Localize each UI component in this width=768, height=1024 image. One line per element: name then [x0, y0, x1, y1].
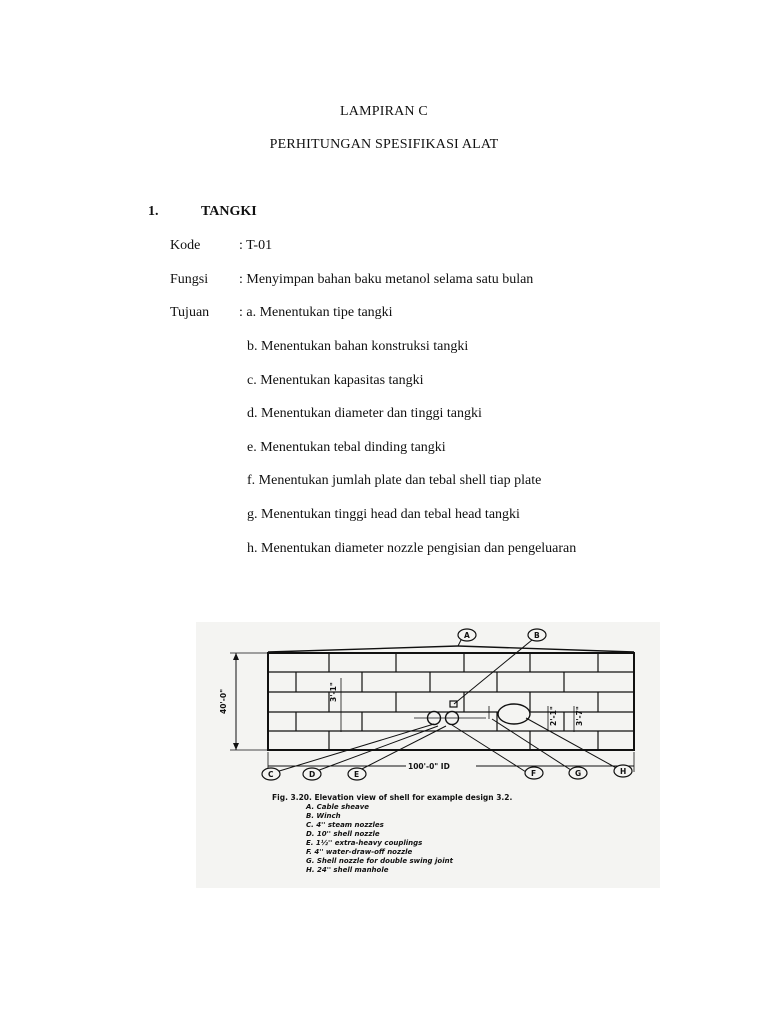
svg-text:D: D: [309, 770, 316, 779]
legend-item: H. 24'' shell manhole: [306, 866, 389, 874]
tujuan-label: Tujuan: [170, 305, 210, 320]
svg-text:B: B: [534, 631, 540, 640]
svg-text:2'-1": 2'-1": [549, 706, 558, 726]
manhole-shape: [498, 704, 530, 724]
tujuan-item: b. Menentukan bahan konstruksi tangki: [247, 339, 469, 354]
tujuan-item: c. Menentukan kapasitas tangki: [247, 373, 424, 388]
legend-item: C. 4'' steam nozzles: [306, 821, 384, 829]
legend-item: A. Cable sheave: [306, 803, 370, 811]
marker-e: [348, 768, 366, 780]
svg-text:E: E: [354, 770, 360, 779]
legend-item: G. Shell nozzle for double swing joint: [306, 857, 453, 865]
tank-drawing: [196, 622, 660, 888]
legend-item: B. Winch: [306, 812, 341, 820]
tujuan-item: f. Menentukan jumlah plate dan tebal shell tiap plate: [247, 473, 542, 488]
svg-text:C: C: [268, 770, 274, 779]
marker-b: [528, 629, 546, 641]
tank-elevation-figure: [196, 622, 660, 888]
height-dimension-label: 40'-0": [219, 689, 228, 714]
tujuan-item: e. Menentukan tebal dinding tangki: [247, 440, 446, 455]
fungsi-value: : Menyimpan bahan baku metanol selama satu bulan: [239, 272, 534, 287]
tujuan-item: : a. Menentukan tipe tangki: [239, 305, 393, 320]
tujuan-item: d. Menentukan diameter dan tinggi tangki: [247, 406, 482, 421]
appendix-title: LAMPIRAN C: [340, 104, 428, 119]
section-number: 1.: [148, 204, 159, 219]
kode-label: Kode: [170, 238, 201, 253]
figure-caption: Fig. 3.20. Elevation view of shell for example design 3.2.: [272, 793, 513, 802]
marker-a: [458, 629, 476, 641]
tujuan-item: h. Menentukan diameter nozzle pengisian dan pengeluaran: [247, 541, 577, 556]
legend-item: E. 1½'' extra-heavy couplings: [306, 839, 423, 847]
fungsi-label: Fungsi: [170, 272, 209, 287]
appendix-subtitle: PERHITUNGAN SPESIFIKASI ALAT: [269, 137, 499, 152]
svg-text:3'-7": 3'-7": [575, 706, 584, 726]
svg-text:A: A: [464, 631, 470, 640]
tujuan-item: g. Menentukan tinggi head dan tebal head tangki: [247, 507, 520, 522]
marker-f: [525, 767, 543, 779]
kode-value: : T-01: [239, 238, 273, 253]
legend-item: D. 10'' shell nozzle: [306, 830, 380, 838]
marker-h: [614, 765, 632, 777]
marker-d: [303, 768, 321, 780]
svg-text:3'-1": 3'-1": [329, 682, 338, 702]
svg-text:F: F: [531, 769, 537, 778]
marker-c: [262, 768, 280, 780]
marker-g: [569, 767, 587, 779]
svg-text:G: G: [575, 769, 582, 778]
section-title: TANGKI: [201, 204, 257, 219]
width-dimension-label: 100'-0" ID: [408, 762, 450, 771]
svg-text:H: H: [620, 767, 627, 776]
legend-item: F. 4'' water-draw-off nozzle: [306, 848, 413, 856]
